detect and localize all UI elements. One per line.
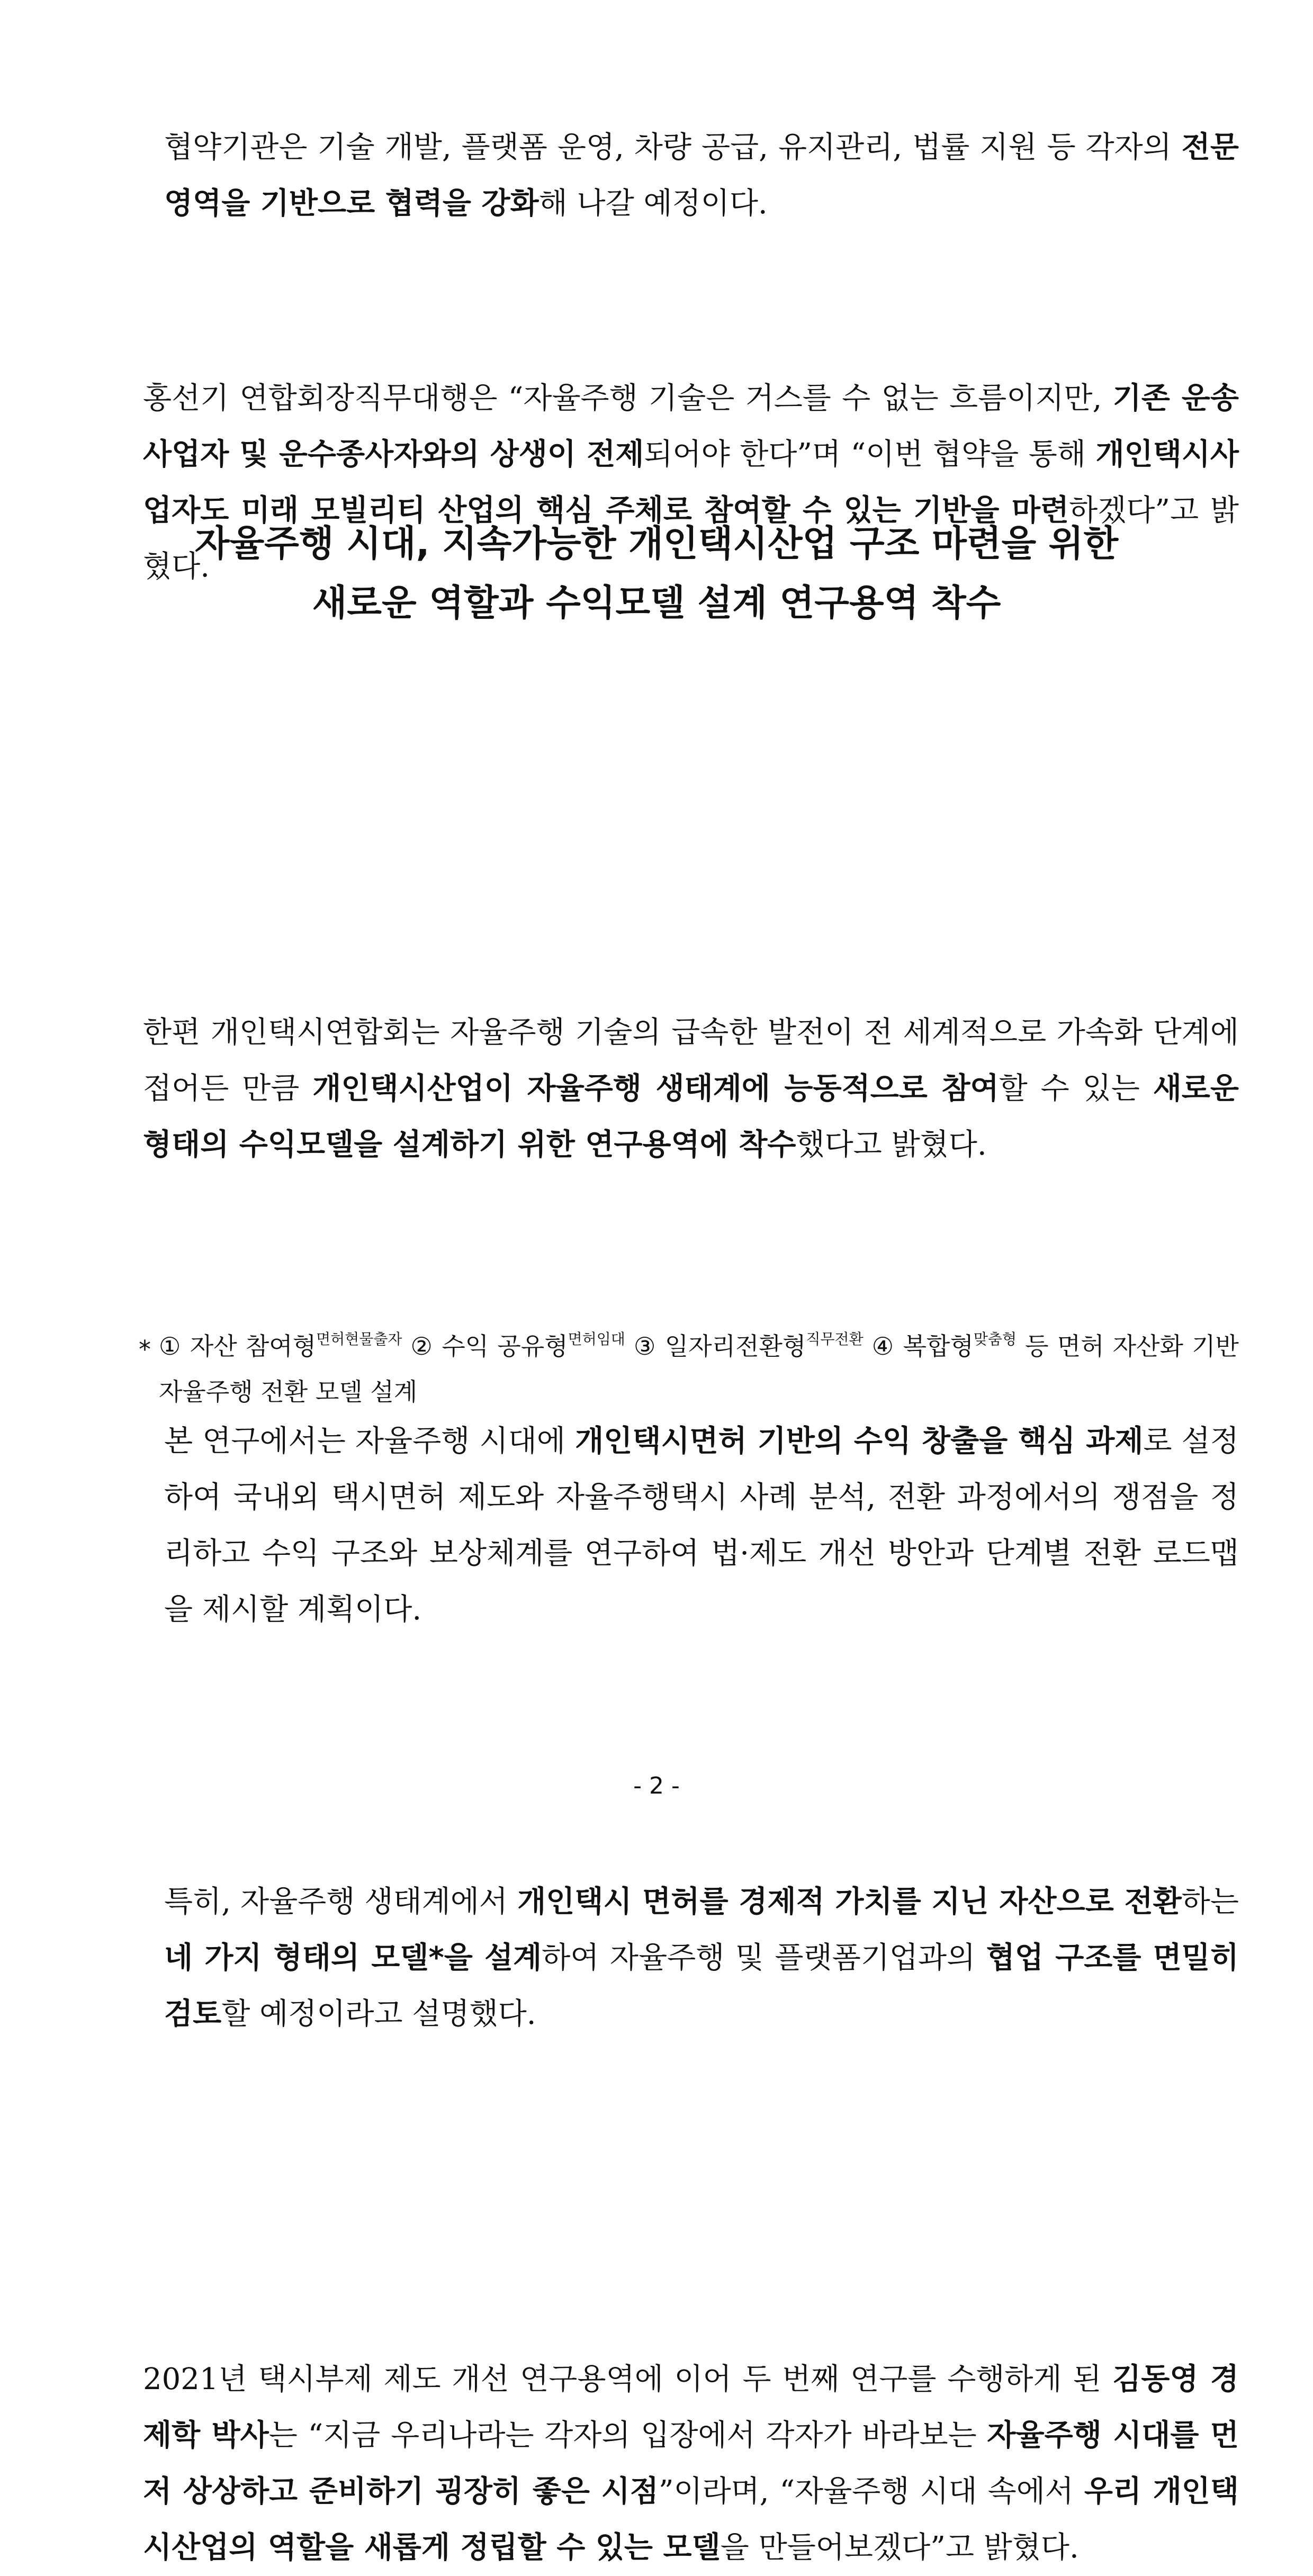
model-item-4-sup: 맞춤형 [973,1330,1017,1348]
paragraph-text: 협약기관은 기술 개발, 플랫폼 운영, 차량 공급, 유지관리, 법률 지원 등 각자의 [164,130,1182,165]
model-item-2: ② 수익 공유형 [410,1332,568,1361]
paragraph-text: 하겠다”고 밝혔다. [143,493,1239,584]
paragraph-cooperation [0,120,1239,232]
paragraph-statement-kim [0,2352,1239,2576]
model-item-1: ① 자산 참여형 [159,1332,317,1361]
paragraph-research-scope [0,1413,1239,1638]
paragraph-text: 로 설정하여 국내외 택시면허 제도와 자율주행택시 사례 분석, 전환 과정에서의 쟁점을 정리하고 수익 구조와 보상체계를 연구하여 법·제도 개선 방안과 단계별 전환 로드맵을 제시할 계획이다. [164,1424,1239,1627]
emphasis-text: 자율주행 시대를 먼저 상상하고 준비하기 굉장히 좋은 시점 [143,2418,1239,2509]
emphasis-text: 전문 영역을 기반으로 협력을 강화 [164,130,1239,221]
paragraph-text: 2021년 택시부제 제도 개선 연구용역에 이어 두 번째 연구를 수행하게 된 [143,2362,1113,2397]
emphasis-text: 개인택시사업자도 미래 모빌리티 산업의 핵심 주체로 참여할 수 있는 기반을 마련 [143,437,1239,528]
emphasis-text: 협업 구조를 면밀히 검토 [164,1941,1239,2031]
model-item-3-sup: 직무전환 [806,1330,864,1348]
paragraph-text: 한편 개인택시연합회는 자율주행 기술의 급속한 발전이 전 세계적으로 가속화 단계에 접어든 만큼 [143,1015,1239,1106]
paragraph-text: 하는 [1181,1885,1239,1919]
paragraph-text: 을 만들어보겠다”고 밝혔다. [720,2530,1079,2565]
emphasis-text: 개인택시면허 기반의 수익 창출을 핵심 과제 [575,1424,1144,1458]
model-item-4: ④ 복합형 [871,1332,974,1361]
paragraph-text: 홍선기 연합회장직무대행은 “자율주행 기술은 거스를 수 없는 흐름이지만, [143,381,1113,416]
section-heading [0,515,1313,633]
model-item-1-sup: 면허현물출자 [316,1330,402,1348]
paragraph-text: 해 나갈 예정이다. [538,186,768,221]
emphasis-text: 네 가지 형태의 모델*을 설계 [164,1941,542,1975]
paragraph-text: 본 연구에서는 자율주행 시대에 [164,1424,575,1458]
heading-line-1: 자율주행 시대, 지속가능한 개인택시산업 구조 마련을 위한 [194,523,1119,565]
footnote-tail: 등 면허 자산화 기반 자율주행 전환 모델 설계 [159,1332,1239,1406]
paragraph-text: 되어야 한다”며 “이번 협약을 통해 [644,437,1096,472]
emphasis-text: 김동영 경제학 박사 [143,2362,1239,2453]
paragraph-text: ”이라며, “자율주행 시대 속에서 [658,2474,1084,2509]
footnote-marker: * [139,1335,151,1364]
paragraph-text: 할 수 있는 [999,1071,1153,1106]
paragraph-four-models [0,1874,1239,2042]
paragraph-text: 특히, 자율주행 생태계에서 [164,1885,518,1919]
emphasis-text: 새로운 형태의 수익모델을 설계하기 위한 연구용역에 착수 [143,1071,1239,1162]
paragraph-text: 할 예정이라고 설명했다. [221,1997,536,2031]
page-number: - 2 - [633,1772,680,1799]
paragraph-text: 는 “지금 우리나라는 각자의 입장에서 각자가 바라보는 [268,2418,987,2453]
model-item-2-sup: 면허임대 [568,1330,625,1348]
emphasis-text: 개인택시산업이 자율주행 생태계에 능동적으로 참여 [312,1071,999,1106]
footnote-models [0,1323,1239,1415]
paragraph-research-start [0,1005,1239,1173]
emphasis-text: 기존 운송사업자 및 운수종사자와의 상생이 전제 [143,381,1239,472]
paragraph-text: 하여 자율주행 및 플랫폼기업과의 [542,1941,986,1975]
emphasis-text: 개인택시 면허를 경제적 가치를 지닌 자산으로 전환 [517,1885,1182,1919]
emphasis-text: 우리 개인택시산업의 역할을 새롭게 정립할 수 있는 모델 [143,2474,1239,2565]
heading-line-2: 새로운 역할과 수익모델 설계 연구용역 착수 [312,582,1001,624]
model-item-3: ③ 일자리전환형 [633,1332,806,1361]
paragraph-text: 했다고 밝혔다. [796,1128,987,1162]
